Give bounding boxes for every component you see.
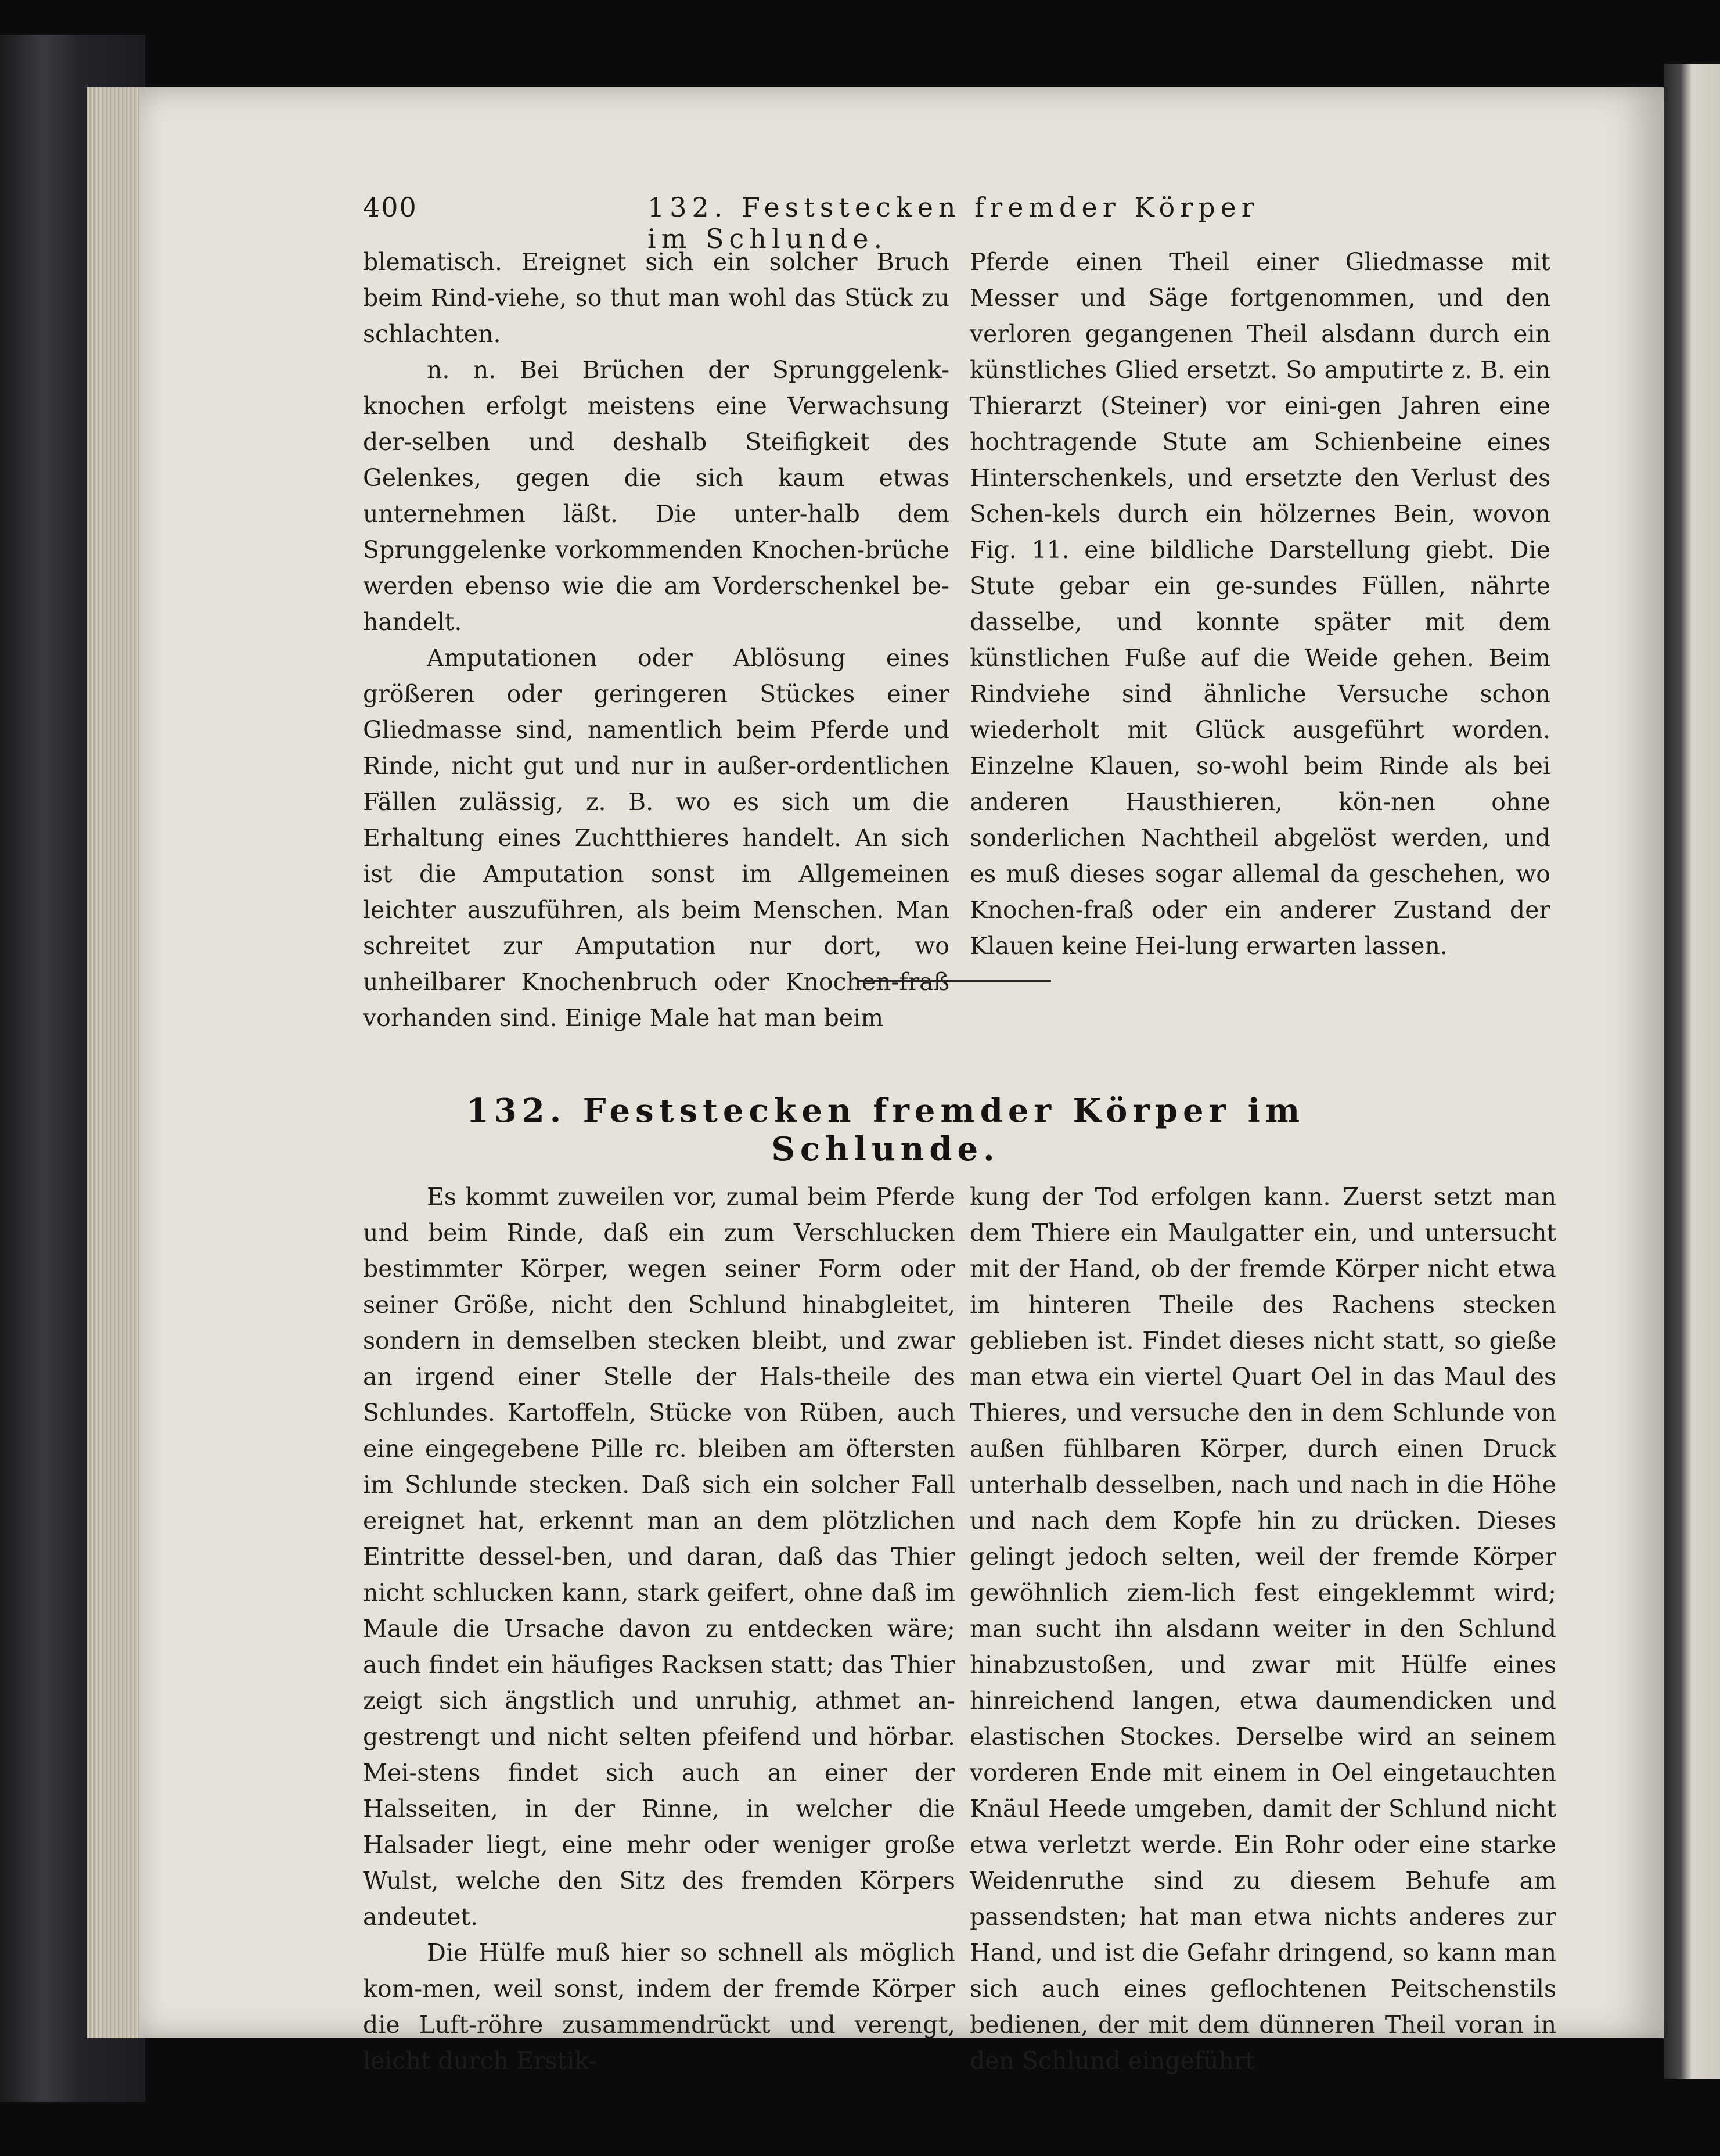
page-number: 400 xyxy=(363,192,418,223)
paragraph: kung der Tod erfolgen kann. Zuerst setzt man dem Thiere ein Maulgatter ein, und untersucht mit der Hand, ob der fremde Körper nicht etwa im hinteren Theile des Rachens stecken geblieben ist. Findet dieses nicht statt, so gieße man etwa ein viertel Quart Oel in das Maul des Thieres, und versuche den in dem Schlunde von außen fühlbaren Körper, durch einen Druck unterhalb desselben, nach und nach in die Höhe und nach dem Kopfe hin zu drücken. Dieses gelingt jedoch selten, weil der fremde Körper gewöhnlich ziem-lich fest eingeklemmt wird; man sucht ihn alsdann weiter in den Schlund hinabzustoßen, und zwar mit Hülfe eines hinreichend langen, etwa daumendicken und elastischen Stockes. Derselbe wird an seinem vorderen Ende mit einem in Oel eingetauchten Knäul Heede umgeben, damit der Schlund nicht etwa verletzt werde. Ein Rohr oder eine starke Weidenruthe sind zu diesem Behufe am passendsten; hat man etwa nichts anderes zur Hand, und ist die Gefahr dringend, so kann man sich auch eines geflochtenen Peitschenstils bedienen, der mit dem dünneren Theil voran in den Schlund eingeführt xyxy=(970,1183,1556,2075)
section-heading: 132. Feststecken fremder Körper im Schlunde. xyxy=(466,1092,1305,1168)
next-page-edge xyxy=(1664,64,1720,2079)
paragraph: Die Hülfe muß hier so schnell als möglich kom-men, weil sonst, indem der fremde Körper die Luft-röhre zusammendrückt und verengt, leicht durch Erstik- xyxy=(363,1939,955,2075)
section-divider xyxy=(859,980,1051,982)
paragraph: n. n. Bei Brüchen der Sprunggelenk-knochen erfolgt meistens eine Verwachsung der-selben und deshalb Steifigkeit des Gelenkes, gegen die sich kaum etwas unternehmen läßt. Die unter-halb dem Sprunggelenke vorkommenden Knochen-brüche werden ebenso wie die am Vorderschenkel be-handelt. xyxy=(363,356,949,636)
bottom-left-column xyxy=(363,1179,955,2079)
paragraph: blematisch. Ereignet sich ein solcher Bruch beim Rind-viehe, so thut man wohl das Stück zu schlachten. xyxy=(363,248,949,348)
paragraph: Pferde einen Theil einer Gliedmasse mit Messer und Säge fortgenommen, und den verloren gegangenen Theil alsdann durch ein künstliches Glied ersetzt. So amputirte z. B. ein Thierarzt (Steiner) vor eini-gen Jahren eine hochtragende Stute am Schienbeine eines Hinterschenkels, und ersetzte den Verlust des Schen-kels durch ein hölzernes Bein, wovon Fig. 11. eine bildliche Darstellung giebt. Die Stute gebar ein ge-sundes Füllen, nährte dasselbe, und konnte später mit dem künstlichen Fuße auf die Weide gehen. Beim Rindviehe sind ähnliche Versuche schon wiederholt mit Glück ausgeführt worden. Einzelne Klauen, so-wohl beim Rinde als bei anderen Hausthieren, kön-nen ohne sonderlichen Nachtheil abgelöst werden, und es muß dieses sogar allemal da geschehen, wo Knochen-fraß oder ein anderer Zustand der Klauen keine Hei-lung erwarten lassen. xyxy=(970,248,1550,960)
paragraph: Es kommt zuweilen vor, zumal beim Pferde und beim Rinde, daß ein zum Verschlucken bestimmter Körper, wegen seiner Form oder seiner Größe, nicht den Schlund hinabgleitet, sondern in demselben stecken bleibt, und zwar an irgend einer Stelle der Hals-theile des Schlundes. Kartoffeln, Stücke von Rüben, auch eine eingegebene Pille rc. bleiben am öftersten im Schlunde stecken. Daß sich ein solcher Fall ereignet hat, erkennt man an dem plötzlichen Eintritte dessel-ben, und daran, daß das Thier nicht schlucken kann, stark geifert, ohne daß im Maule die Ursache davon zu entdecken wäre; auch findet ein häufiges Racksen statt; das Thier zeigt sich ängstlich und unruhig, athmet an-gestrengt und nicht selten pfeifend und hörbar. Mei-stens findet sich auch an einer der Halsseiten, in der Rinne, in welcher die Halsader liegt, eine mehr oder weniger große Wulst, welche den Sitz des fremden Körpers andeutet. xyxy=(363,1183,955,1931)
running-header xyxy=(363,192,1275,254)
bottom-right-column xyxy=(970,1179,1556,2079)
top-right-column xyxy=(970,244,1550,964)
running-title: 132. Feststecken fremder Körper im Schlunde. xyxy=(647,192,1260,254)
page-edges xyxy=(87,87,142,2038)
paragraph: Amputationen oder Ablösung eines größeren oder geringeren Stückes einer Gliedmasse sind, namentlich beim Pferde und Rinde, nicht gut und nur in außer-ordentlichen Fällen zulässig, z. B. wo es sich um die Erhaltung eines Zuchtthieres handelt. An sich ist die Amputation sonst im Allgemeinen leichter auszuführen, als beim Menschen. Man schreitet zur Amputation nur dort, wo unheilbarer Knochenbruch oder Knochen-fraß vorhanden sind. Einige Male hat man beim xyxy=(363,644,949,1032)
top-left-column xyxy=(363,244,949,1036)
